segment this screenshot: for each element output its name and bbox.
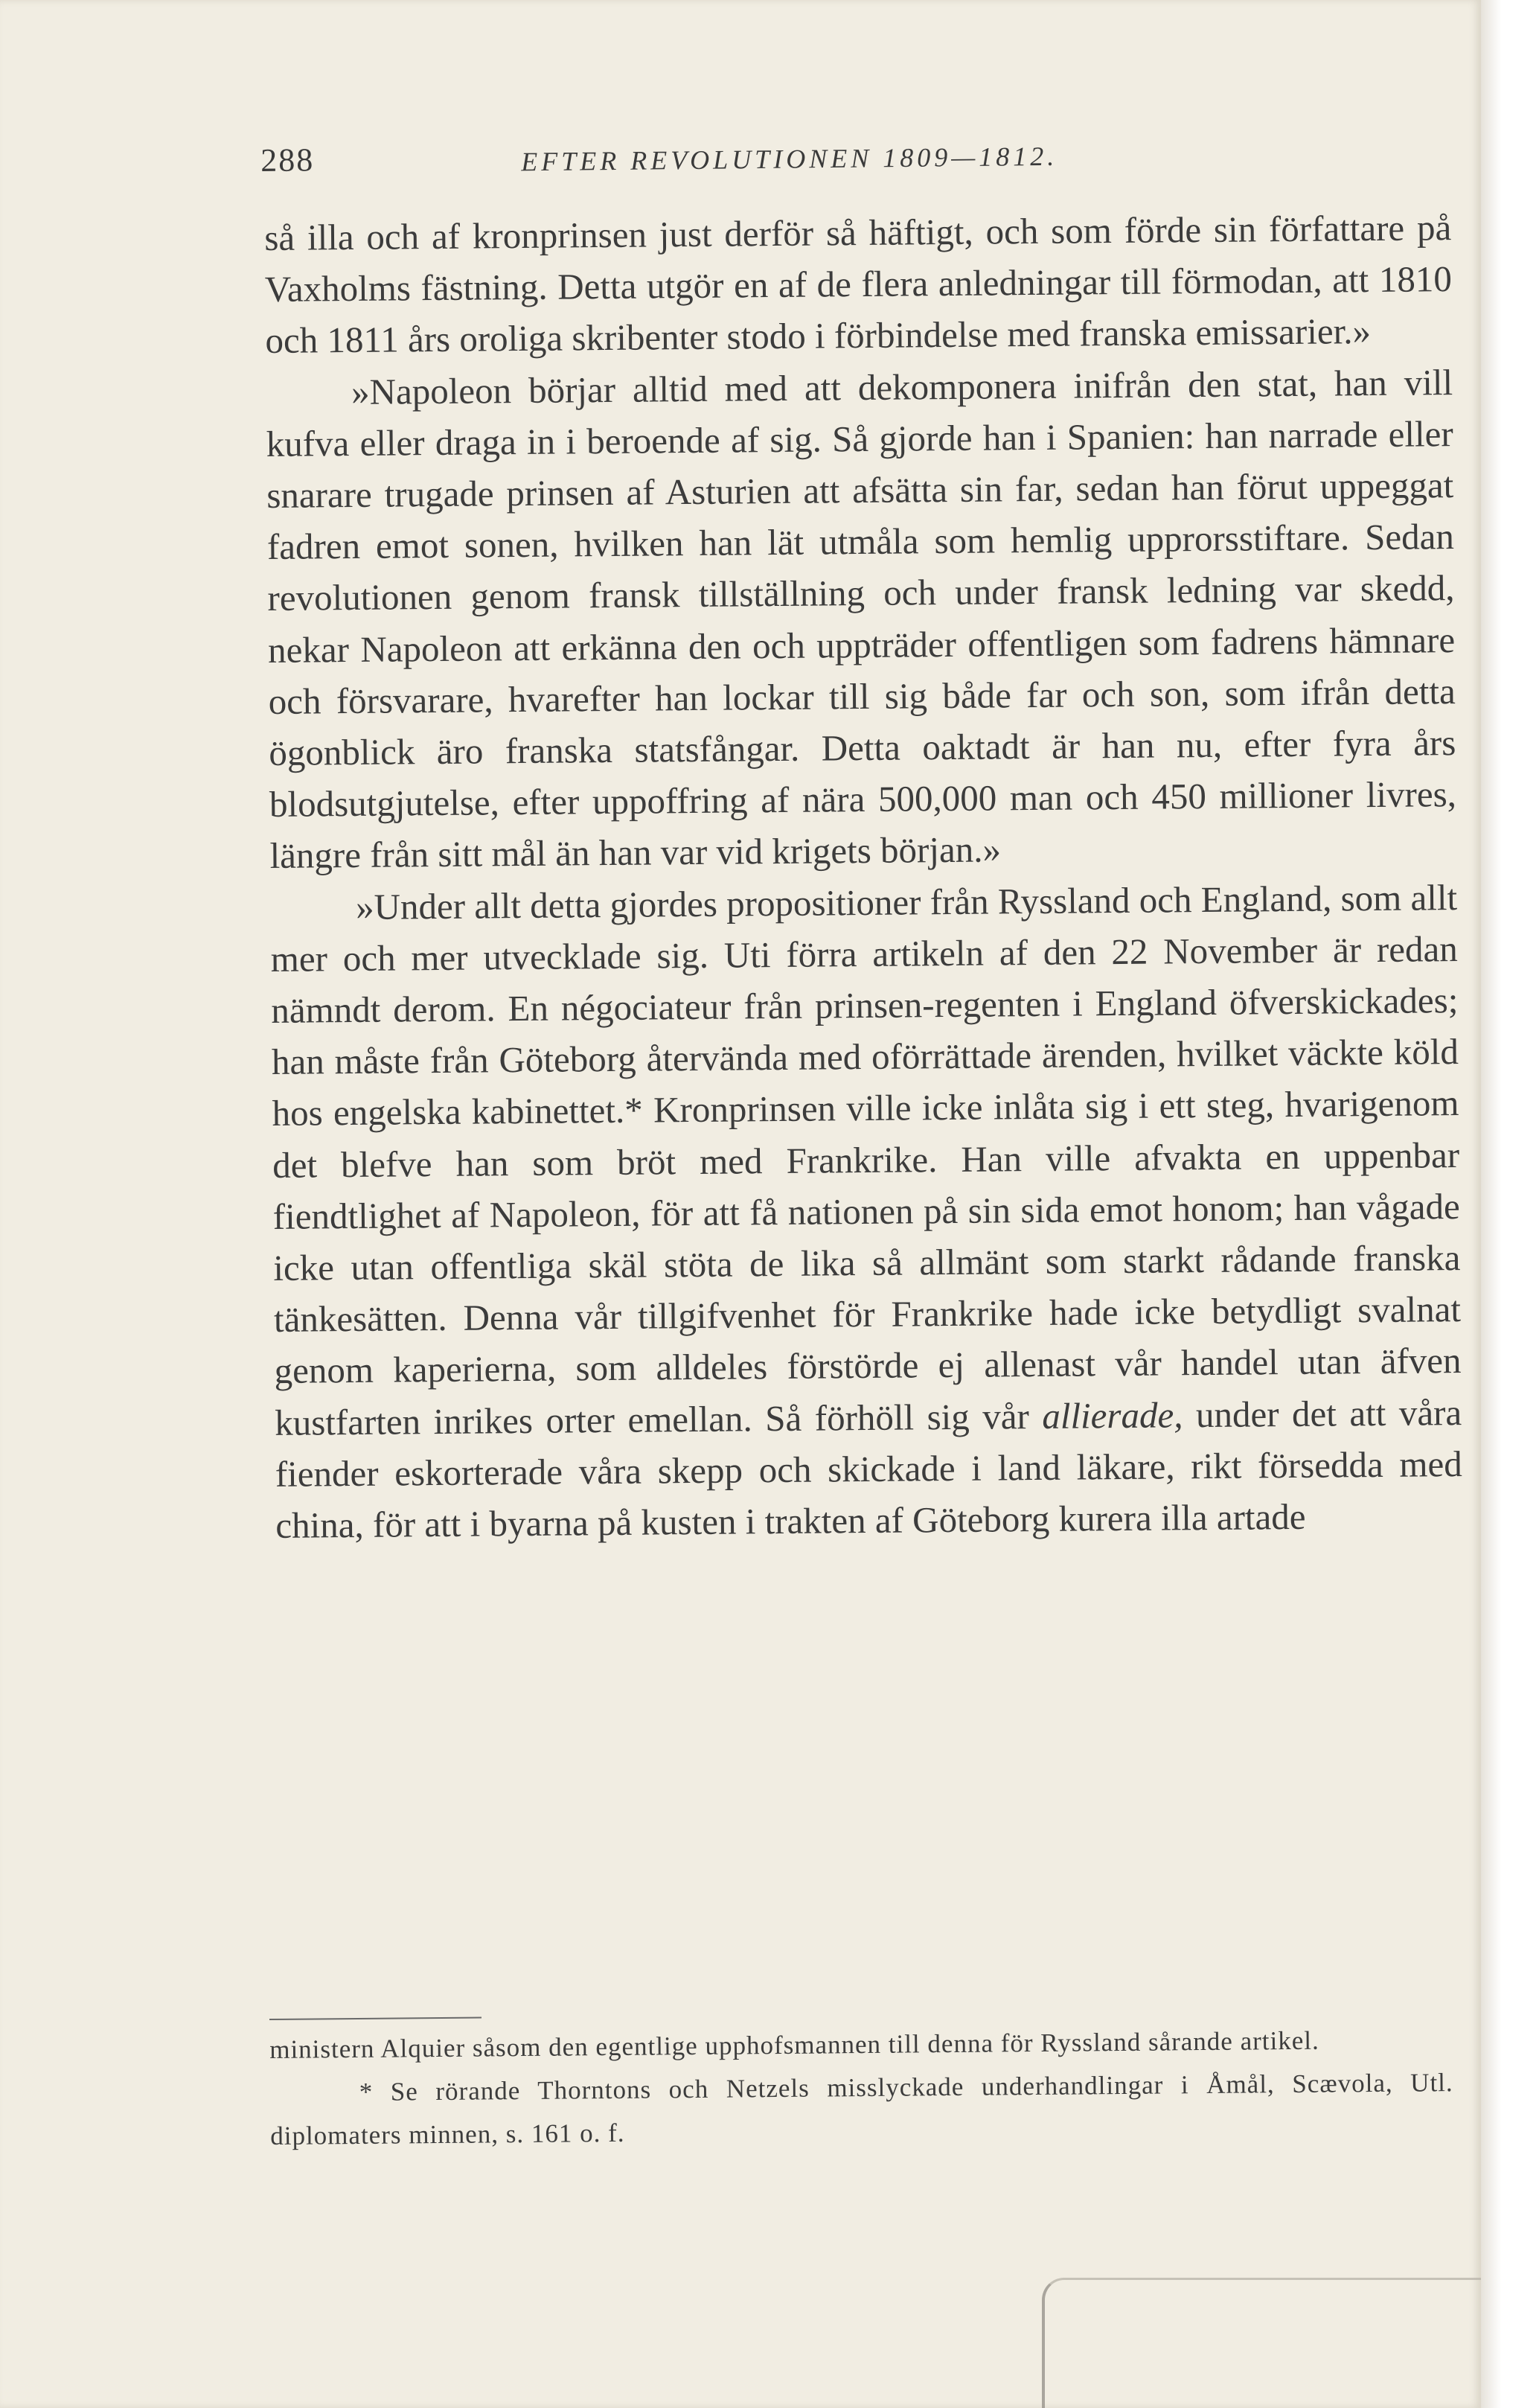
paragraph-1: så illa och af kronprinsen just derför så häftigt, och som förde sin författare på Vaxholms fästning. Detta utgör en af de flera anledningar till förmodan, att 1810 och 1811 års oroliga skribenter stodo i förbindelse med franska emissarier.» [264,207,1453,362]
running-head: EFTER REVOLUTIONEN 1809—1812. [521,141,1058,177]
paragraph-3-text-b: under det att våra fiender eskorterade våra skepp och skickade i land läkare, rikt försedda med china, för att i byarna på kusten i trakten af Göteborg kurera illa artade [275,1391,1462,1547]
binding-shadow-mark [1042,2278,1481,2408]
paragraph-3-text-a: »Under allt detta gjordes propositioner från Ryssland och England, som allt mer och mer utvecklade sig. Uti förra artikeln af den 22 November är redan nämndt derom. En négociateur från prinsen-regenten i England öfverskickades; han måste från Göteborg återvända med oförrättade ärenden, hvilket väckte köld hos engelska kabinettet.* Kronprinsen ville icke inlåta sig i ett steg, hvarigenom det blefve han som bröt med Frankrike. Han ville afvakta en uppenbar fiendtlighet af Napoleon, för att få nationen på sin sida emot honom; han vågade icke utan offentliga skäl stöta de lika så allmänt som starkt rådande franska tänkesätten. Denna vår tillgifvenhet för Frankrike hade icke betydligt svalnat genom kaperierna, som alldeles förstörde ej allenast vår handel utan äfven kustfarten inrikes orter emellan. Så förhöll sig vår [270,876,1462,1443]
footnote-star: * Se rörande Thorntons och Netzels misslyckade underhandlingar i Åmål, Scævola, Utl. diplomaters minnen, s. 161 o. f. [270,2068,1453,2150]
page-header [260,129,1452,201]
paragraph-2: »Napoleon börjar alltid med att dekomponera inifrån den stat, han vill kufva eller draga in i beroende af sig. Så gjorde han i Spanien: han narrade eller snarare trugade prinsen af Asturien att afsätta sin far, sedan han förut uppeggat fadren emot sonen, hvilken han lät utmåla som hemlig upprorsstiftare. Sedan revolutionen genom fransk tillställning och under fransk ledning var skedd, nekar Napoleon att erkänna den och uppträder offentligen som fadrens hämnare och försvarare, hvarefter han lockar till sig både far och son, som ifrån detta ögonblick äro franska statsfångar. Detta oaktadt är han nu, efter fyra års blodsutgjutelse, efter uppoffring af nära 500,000 man och 450 millioner livres, längre från sitt mål än han var vid krigets början.» [266,361,1457,877]
footnotes [269,2018,1453,2158]
emphasis-allierade: allierade, [1042,1393,1183,1437]
page-edge-margin [1481,0,1539,2408]
footnote-divider [269,2017,481,2020]
page-number: 288 [260,141,315,179]
body-text [264,202,1463,1551]
footnote-continued: ministern Alquier såsom den egentlige upphofsmannen till denna för Ryssland sårande artikel. [269,2025,1319,2064]
paragraph-3 [270,872,1463,1552]
